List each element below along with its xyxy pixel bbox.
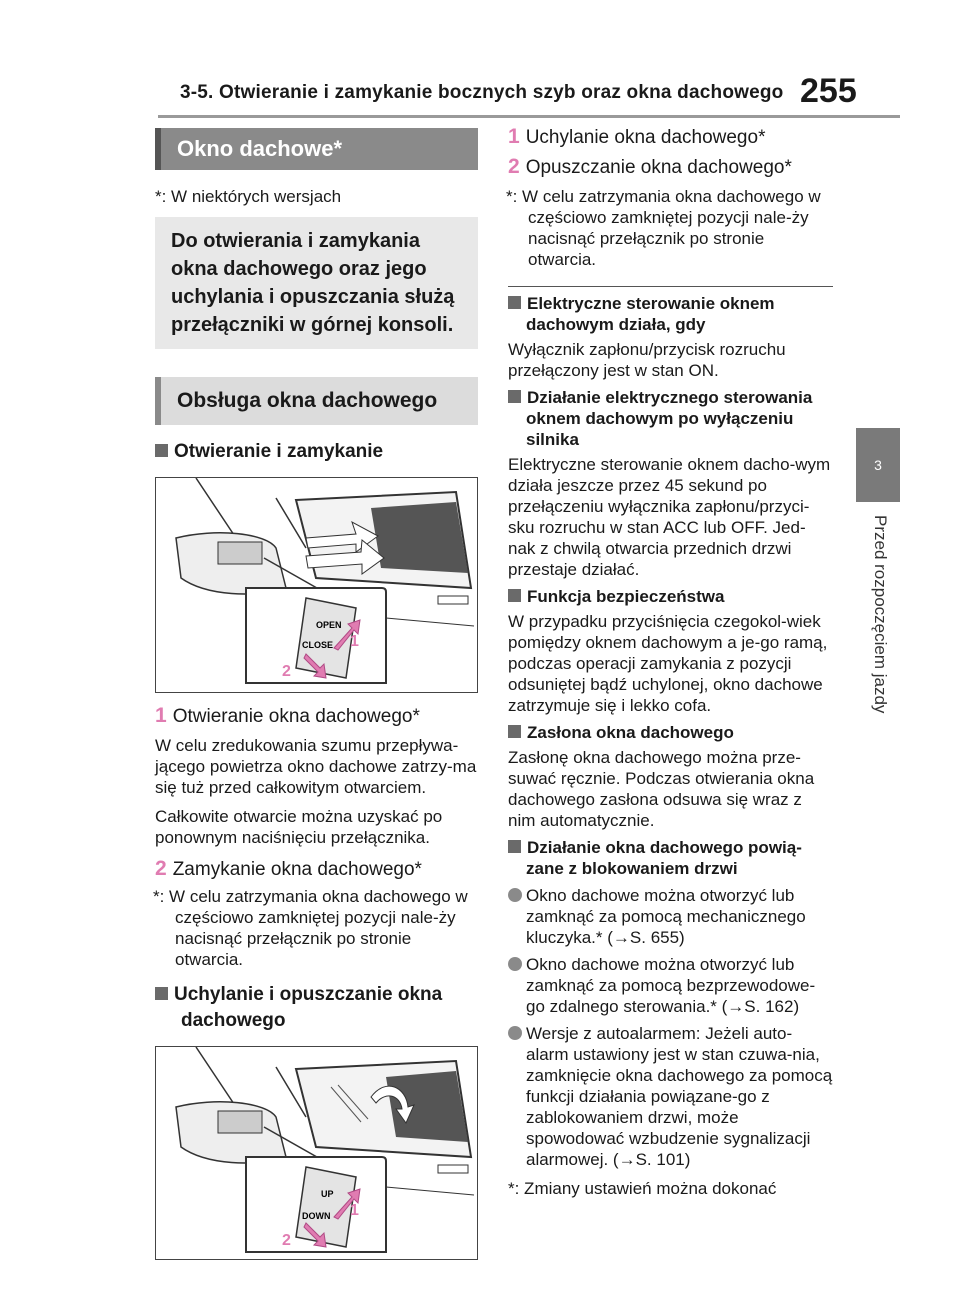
- square-bullet-icon: [508, 390, 521, 403]
- foot-note: *: Zmiany ustawień można dokonać: [508, 1179, 777, 1198]
- divider: [508, 286, 833, 287]
- label-2: 2: [282, 1232, 291, 1249]
- close-label: CLOSE: [302, 640, 334, 650]
- text-after-off: Elektryczne sterowanie oknem dacho-wym działa jeszcze przez 45 sekund po przełączeniu wyłącznika zapłonu/przyci-sku rozruchu w stan ACC lub OFF. Jed-nak z chwilą otwarcia przednich drzwi przestaje działać.: [508, 455, 831, 579]
- square-bullet-icon: [155, 987, 168, 1000]
- label-2: 2: [282, 663, 291, 680]
- item-close: 2 Zamykanie okna dachowego*: [155, 857, 422, 880]
- item-open-text-2: Całkowite otwarcie można uzyskać po ponownym naciśnięciu przełącznika.: [155, 807, 443, 847]
- open-label: OPEN: [316, 620, 342, 630]
- illustration-tilt: [155, 1046, 478, 1260]
- label-1: 1: [350, 1202, 359, 1219]
- heading-after-off: Działanie elektrycznego sterowania oknem dachowym po wyłączeniu silnika: [508, 387, 833, 450]
- heading-power: Elektryczne sterowanie oknem dachowym działa, gdy: [508, 293, 833, 335]
- heading-tilt: Uchylanie i opuszczanie okna dachowego: [155, 982, 478, 1034]
- illustration-open-close: [155, 477, 478, 693]
- chapter-tab: 3: [856, 428, 900, 502]
- round-bullet-icon: [508, 1026, 522, 1040]
- round-bullet-icon: [508, 957, 522, 971]
- intro-box: Do otwierania i zamykania okna dachowego oraz jego uchylania i opuszczania służą przełączniki w górnej konsoli.: [155, 217, 478, 349]
- right-column: [508, 126, 833, 1199]
- down-label: DOWN: [302, 1211, 331, 1221]
- square-bullet-icon: [155, 444, 168, 457]
- header-rule: [158, 115, 900, 118]
- page-number: 255: [800, 72, 857, 110]
- up-label: UP: [321, 1189, 334, 1199]
- heading-safety: Funkcja bezpieczeństwa: [508, 586, 833, 607]
- item-close-note: *: W celu zatrzymania okna dachowego w częściowo zamkniętej pozycji nale-ży nacisnąć przełącznik po stronie otwarcia.: [153, 887, 468, 969]
- text-power: Wyłącznik zapłonu/przycisk rozruchu przełączony jest w stan ON.: [508, 340, 786, 380]
- round-bullet-icon: [508, 888, 522, 902]
- heading-open-close: Otwieranie i zamykanie: [155, 441, 478, 463]
- item-tilt-up: 1 Uchylanie okna dachowego*: [508, 125, 766, 148]
- square-bullet-icon: [508, 589, 521, 602]
- roof-console-diagram-2: [156, 1047, 477, 1259]
- text-safety: W przypadku przyciśnięcia czegokol-wiek pomiędzy oknem dachowym a je-go ramą, podczas operacji zamykania z pozycji odsuniętej bądź uchylonej, okno dachowe zatrzymuje się i lekko cofa.: [508, 612, 828, 715]
- bullet-remote: Okno dachowe można otworzyć lub zamknąć za pomocą bezprzewodowe-go zdalnego sterowania.* (→S. 162): [508, 954, 833, 1017]
- left-column: [155, 128, 478, 1260]
- bullet-alarm: Wersje z autoalarmem: Jeżeli auto-alarm ustawiony jest w stan czuwa-nia, zamknięcie okna dachowego za pomocą funkcji działania powiązane-go z zablokowaniem drzwi, może spowodować wzbudzenie sygnalizacji alarmowej. (→S. 101): [508, 1023, 833, 1170]
- item-tilt-down: 2 Opuszczanie okna dachowego*: [508, 155, 792, 178]
- text-shade: Zasłonę okna dachowego można prze-suwać ręcznie. Podczas otwierania okna dachowego zasłona odsuwa się wraz z nim automatycznie.: [508, 748, 815, 830]
- footnote: *: W niektórych wersjach: [155, 187, 342, 206]
- item-open-text-1: W celu zredukowania szumu przepływa-jącego powietrza okno dachowe zatrzy-ma się tuż przed całkowitym otwarciem.: [155, 736, 477, 797]
- label-1: 1: [350, 633, 359, 650]
- heading-shade: Zasłona okna dachowego: [508, 722, 833, 743]
- bullet-key: Okno dachowe można otworzyć lub zamknąć za pomocą mechanicznego kluczyka.* (→S. 655): [508, 885, 833, 948]
- square-bullet-icon: [508, 725, 521, 738]
- square-bullet-icon: [508, 840, 521, 853]
- tilt-note: *: W celu zatrzymania okna dachowego w częściowo zamkniętej pozycji nale-ży nacisnąć przełącznik po stronie otwarcia.: [506, 187, 821, 269]
- item-open: 1 Otwieranie okna dachowego*: [155, 704, 420, 727]
- roof-console-diagram-1: [156, 478, 477, 692]
- subsection-title: Obsługa okna dachowego: [155, 377, 478, 425]
- running-header: 3-5. Otwieranie i zamykanie bocznych szyb oraz okna dachowego: [180, 82, 784, 103]
- section-title: Okno dachowe*: [155, 128, 478, 170]
- square-bullet-icon: [508, 296, 521, 309]
- chapter-title: Przed rozpoczęciem jazdy: [871, 515, 890, 714]
- heading-lock-link: Działanie okna dachowego powią-zane z blokowaniem drzwi: [508, 837, 833, 879]
